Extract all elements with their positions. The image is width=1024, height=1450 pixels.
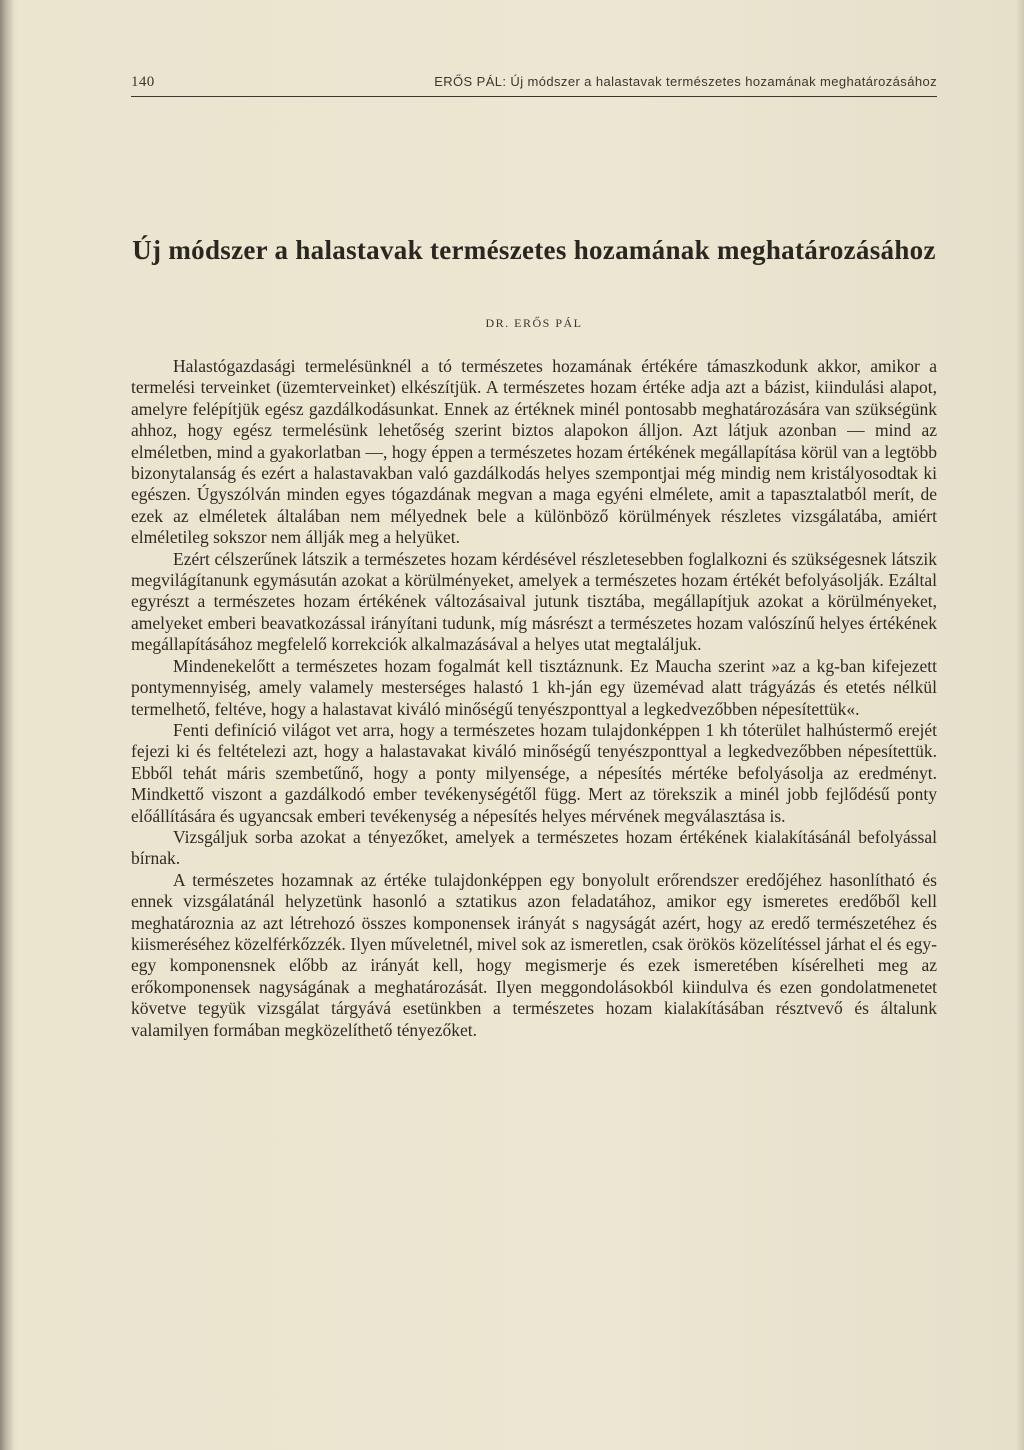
article-title: Új módszer a halastavak természetes hozamának meghatározásához: [132, 235, 936, 265]
paragraph: A természetes hozamnak az értéke tulajdonképpen egy bonyolult erőrendszer eredőjéhez hasonlítható és ennek vizsgálatánál helyzetünk hasonló a sztatikus azon feladatához, amikor egy ismeretes eredőből kell meghatároznia az azt létrehozó összes komponensek irányát s nagyságát azért, hogy az eredő természetéhez és kiismeréséhez közelférkőzzék. Ilyen műveletnél, mivel sok az ismeretlen, csak örökös közelítéssel járhat el és egy-egy komponensnek előbb az irányát kell, hogy megismerje és ezek ismeretében kísérelheti meg az erőkomponensek nagyságának a meghatározását. Ilyen meggondolásokból kiindulva és ezen gondolatmenetet követve tegyük vizsgálat tárgyává esetünkben a természetes hozam kialakításában résztvevő és általunk valamilyen formában megközelíthető tényezőket.: [131, 869, 937, 1040]
page-edge: [1016, 0, 1024, 1450]
article-author: DR. ERŐS PÁL: [485, 316, 583, 330]
article-body: [131, 356, 937, 1041]
running-title: ERŐS PÁL: Új módszer a halastavak természetes hozamának meghatározásához: [434, 74, 937, 89]
running-header: [131, 72, 937, 94]
binding-shadow: [0, 0, 14, 1450]
paragraph: Fenti definíció világot vet arra, hogy a természetes hozam tulajdonképpen 1 kh tóterület halhústermő erejét fejezi ki és feltételezi azt, hogy a halastavakat kiváló minőségű tenyészponttyal a legkedvezőbben népesítettük. Ebből tehát máris szembetűnő, hogy a ponty milyensége, a népesítés mértéke befolyásolja az eredményt. Mindkettő viszont a gazdálkodó ember tevékenységétől függ. Mert az törekszik a minél jobb fejlődésű ponty előállítására és ugyancsak emberi tevékenység a népesítés helyes mérvének megválasztása is.: [131, 719, 937, 826]
header-rule: [131, 96, 937, 97]
page-number: 140: [131, 74, 155, 90]
paragraph: Mindenekelőtt a természetes hozam fogalmát kell tisztáznunk. Ez Maucha szerint »az a kg-ban kifejezett pontymennyiség, amely valamely mesterséges halastó 1 kh-ján egy üzemévad alatt trágyázás és etetés nélkül termelhető, feltéve, hogy a halastavat kiváló minőségű tenyészponttyal a legkedvezőbben népesítettük«.: [131, 655, 937, 719]
paragraph: Halastógazdasági termelésünknél a tó természetes hozamának értékére támaszkodunk akkor, amikor a termelési terveinket (üzemterveinket) elkészítjük. A természetes hozam értéke adja azt a bázist, kiindulási alapot, amelyre felépítjük egész gazdálkodásunkat. Ennek az értéknek minél pontosabb meghatározására van szükségünk ahhoz, hogy egész termelésünk lehetőség szerint biztos alapokon álljon. Azt látjuk azonban — mind az elméletben, mind a gyakorlatban —, hogy éppen a természetes hozam értékének megállapítása körül van a legtöbb bizonytalanság és ezért a halastavakban való gazdálkodás helyes szempontjai még mindig nem kristályosodtak ki egészen. Úgyszólván minden egyes tógazdának megvan a maga egyéni elmélete, amit a tapasztalatból merít, de ezek az elméletek általában nem mélyednek bele a különböző körülmények részletes vizsgálatába, amiért elméletileg sokszor nem állják meg a helyüket.: [131, 356, 937, 548]
paragraph: Ezért célszerűnek látszik a természetes hozam kérdésével részletesebben foglalkozni és szükségesnek látszik megvilágítanunk egymásután azokat a körülményeket, amelyek a természetes hozam értékét befolyásolják. Ezáltal egyrészt a természetes hozam értékének változásaival jutunk tisztába, megállapítjuk azokat a körülményeket, amelyeket emberi beavatkozással irányítani tudunk, míg másrészt a természetes hozam valószínű helyes értékének megállapításához megfelelő korrekciók alkalmazásával a helyes utat megtaláljuk.: [131, 548, 937, 655]
paragraph: Vizsgáljuk sorba azokat a tényezőket, amelyek a természetes hozam értékének kialakításánál befolyással bírnak.: [131, 826, 937, 869]
